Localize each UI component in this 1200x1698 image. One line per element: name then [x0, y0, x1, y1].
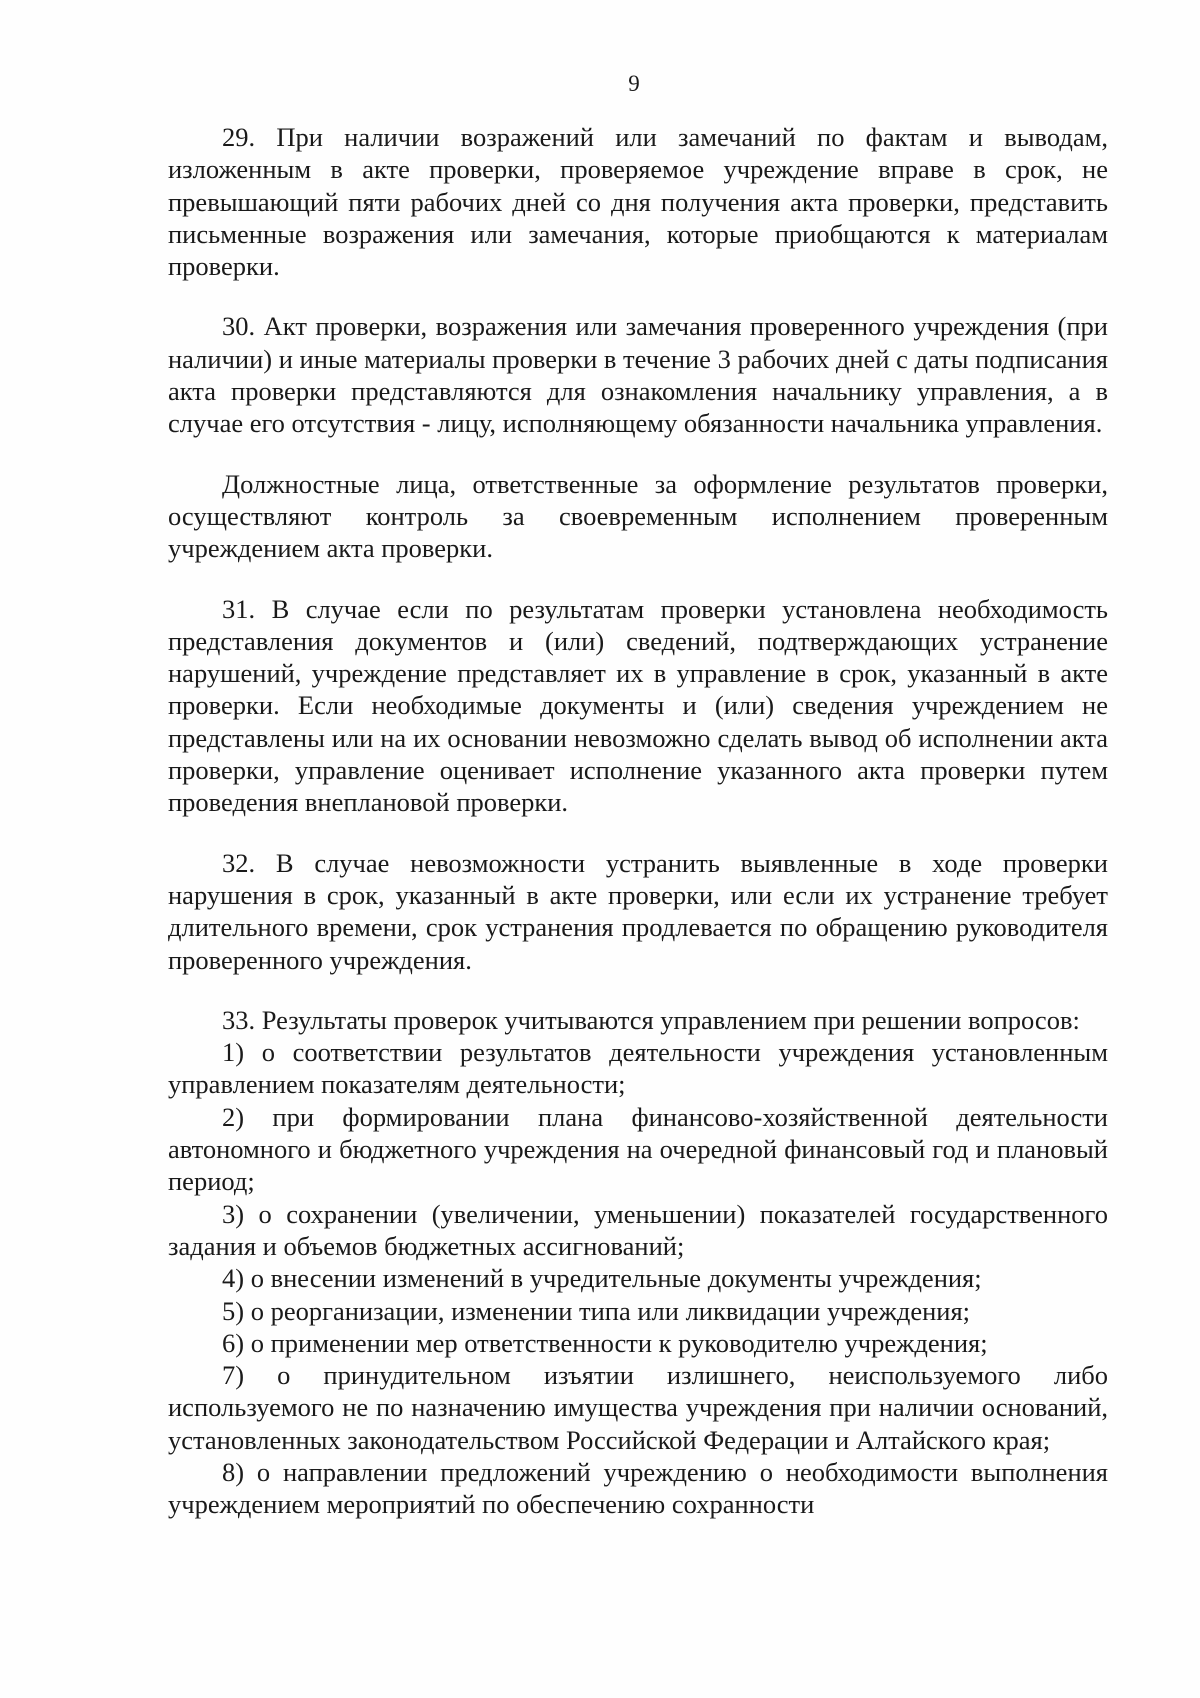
list-item-3: 3) о сохранении (увеличении, уменьшении) показателей государственного задания и объемов бюджетных ассигнований;: [168, 1198, 1108, 1261]
document-body: [168, 121, 1108, 1521]
list-item-5: 5) о реорганизации, изменении типа или ликвидации учреждения;: [222, 1295, 971, 1326]
list-item-1: 1) о соответствии результатов деятельности учреждения установленным управлением показателям деятельности;: [168, 1037, 1108, 1100]
paragraph-officials: Должностные лица, ответственные за оформление результатов проверки, осуществляют контроль за своевременным исполнением проверенным учреждением акта проверки.: [168, 468, 1108, 564]
list-item-6: 6) о применении мер ответственности к руководителю учреждения;: [222, 1327, 988, 1358]
paragraph-31: 31. В случае если по результатам проверки установлена необходимость представления документов и (или) сведений, подтверждающих устранение нарушений, учреждение представляет их в управление в срок, указанный в акте проверки. Если необходимые документы и (или) сведения учреждением не представлены или на их основании невозможно сделать вывод об исполнении акта проверки, управление оценивает исполнение указанного акта проверки путем проведения внеплановой проверки.: [168, 593, 1108, 818]
list-item-2: 2) при формировании плана финансово-хозяйственной деятельности автономного и бюджетного учреждения на очередной финансовый год и плановый период;: [168, 1101, 1108, 1197]
paragraph-30: 30. Акт проверки, возражения или замечания проверенного учреждения (при наличии) и иные материалы проверки в течение 3 рабочих дней с даты подписания акта проверки представляются для ознакомления начальнику управления, а в случае его отсутствия - лицу, исполняющему обязанности начальника управления.: [168, 311, 1108, 439]
list-item-7: 7) о принудительном изъятии излишнего, неиспользуемого либо используемого не по назначению имущества учреждения при наличии оснований, установленных законодательством Российской Федерации и Алтайского края;: [168, 1360, 1108, 1455]
page-number: 9: [628, 71, 640, 96]
paragraph-29: 29. При наличии возражений или замечаний по фактам и выводам, изложенным в акте проверки, проверяемое учреждение вправе в срок, не превышающий пяти рабочих дней со дня получения акта проверки, представить письменные возражения или замечания, которые приобщаются к материалам проверки.: [168, 122, 1108, 282]
list-item-4: 4) о внесении изменений в учредительные документы учреждения;: [222, 1263, 982, 1294]
list-item-8: 8) о направлении предложений учреждению о необходимости выполнения учреждением мероприятий по обеспечению сохранности: [168, 1456, 1108, 1520]
paragraph-33: 33. Результаты проверок учитываются управлением при решении вопросов:: [222, 1004, 1080, 1035]
paragraph-32: 32. В случае невозможности устранить выявленные в ходе проверки нарушения в срок, указанный в акте проверки, или если их устранение требует длительного времени, срок устранения продлевается по обращению руководителя проверенного учреждения.: [168, 847, 1108, 975]
